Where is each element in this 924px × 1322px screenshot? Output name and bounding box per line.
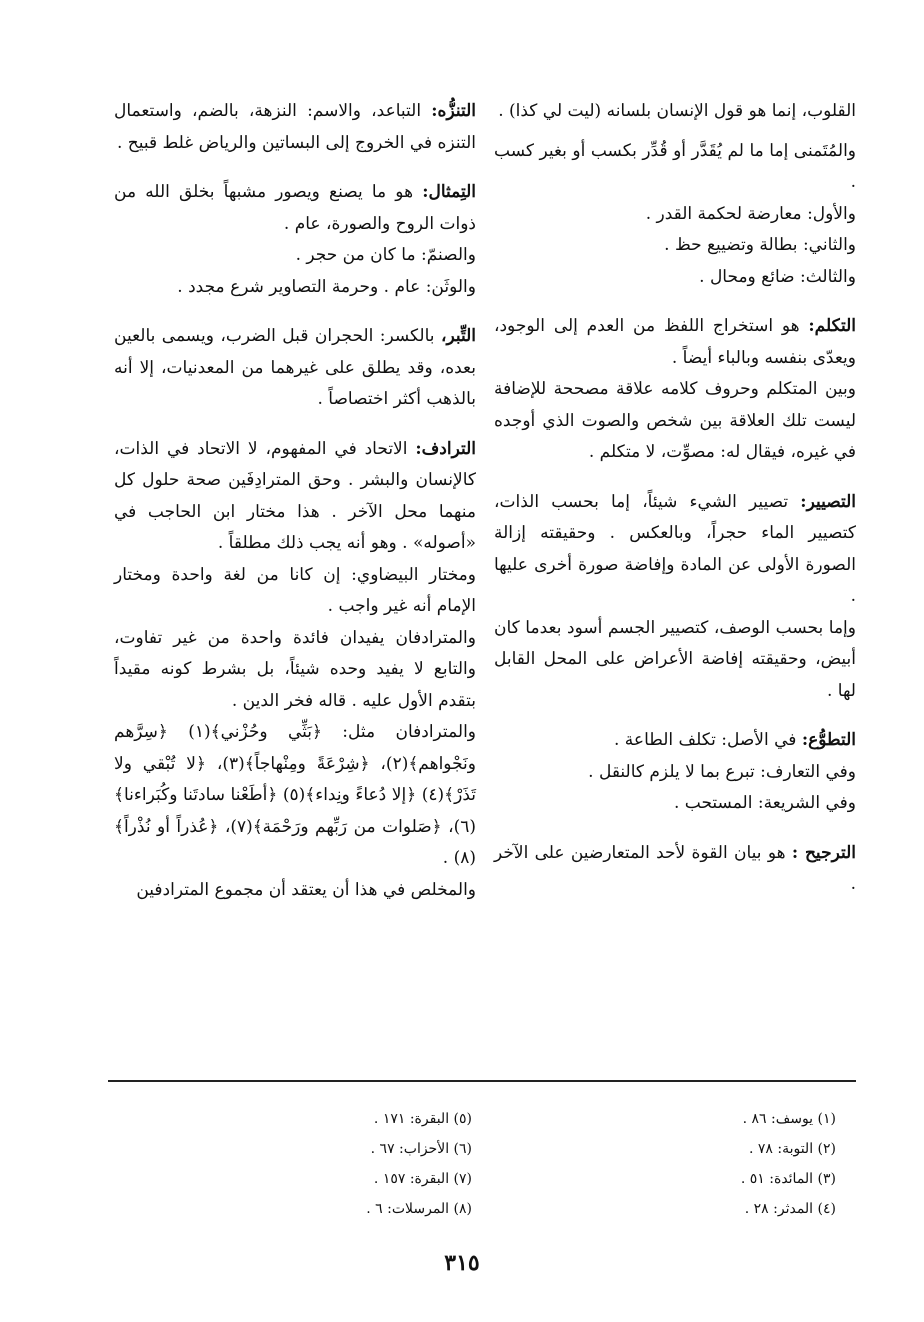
right-column [494, 96, 856, 909]
entry-line: والوثَن: عام . وحرمة التصاوير شرع مجدد . [177, 276, 476, 297]
entry-timthal [114, 177, 476, 303]
footnote: (٦) الأحزاب: ٦٧ . [370, 1141, 472, 1157]
entry-line: والمُتَمنى إما ما لم يُقَدَّر أو قُدِّر بكسب أو بغير كسب . [494, 140, 856, 192]
footnote: (٣) المائدة: ٥١ . [740, 1171, 836, 1187]
footnote: (١) يوسف: ٨٦ . [742, 1111, 836, 1127]
entry-line: ومختار البيضاوي: إن كانا من لغة واحدة ومختار الإمام أنه غير واجب . [114, 564, 476, 616]
entry-term: التصيير: [800, 491, 856, 512]
entry-text: تصيير الشيء شيئاً، إما بحسب الذات، كتصيير الماء حجراً، وبالعكس . وحقيقته إزالة الصورة الأولى عن المادة وإفاضة صورة أخرى عليها . [494, 491, 856, 606]
entry-term: التِّبر، [440, 326, 477, 346]
entry-tibr [114, 321, 476, 416]
entry-line [114, 177, 476, 240]
left-column [114, 96, 476, 914]
entry-line [494, 838, 856, 901]
entry-text: هو بيان القوة لأحد المتعارضين على الآخر . [494, 842, 856, 894]
footnote: (٧) البقرة: ١٥٧ . [373, 1171, 472, 1187]
entry-line: وفي التعارف: تبرع بما لا يلزم كالنقل . [588, 761, 856, 782]
footnotes-left [172, 1104, 472, 1224]
entry-line: والثاني: بطالة وتضييع حظ . [664, 235, 856, 255]
footnote: (٥) البقرة: ١٧١ . [373, 1111, 472, 1127]
footnote-divider [108, 1080, 856, 1082]
entry-mutamanna [494, 136, 856, 294]
entry-text: في الأصل: تكلف الطاعة . [614, 730, 797, 750]
entry-line [114, 321, 476, 416]
entry-text: التباعد، والاسم: النزهة، بالضم، واستعمال التنزه في الخروج إلى البساتين والرياض غلط قبيح . [114, 101, 476, 153]
footnote: (٢) التوبة: ٧٨ . [748, 1141, 836, 1157]
entry-line: وإما بحسب الوصف، كتصيير الجسم أسود بعدما كان أبيض، وحقيقته إفاضة الأعراض على المحل القابل لها . [494, 617, 856, 701]
entry-term: الترادف: [415, 438, 476, 459]
entry-term: التِمثال: [422, 182, 476, 202]
entry-continuation [494, 96, 856, 128]
entry-text: هو ما يصنع ويصور مشبهاً بخلق الله من ذوات الروح والصورة، عام . [114, 182, 476, 234]
entry-line: والمخلص في هذا أن يعتقد أن مجموع المترادفين [136, 879, 476, 900]
entry-line: والأول: معارضة لحكمة القدر . [645, 203, 856, 224]
entry-line [494, 311, 856, 374]
entry-line [114, 434, 476, 560]
entry-line [494, 725, 856, 757]
entry-line: والثالث: ضائع ومحال . [699, 266, 856, 287]
footnote: (٤) المدثر: ٢٨ . [744, 1201, 836, 1217]
entry-takallum [494, 311, 856, 469]
entry-term: التطوُّع: [801, 730, 856, 750]
entry-line: والمترادفان مثل: ﴿بَثِّي وحُزْني﴾(١) ﴿سِرَّهم ونَجْواهم﴾(٢)، ﴿شِرْعَةً ومِنْهاجاً﴾(٣)، ﴿لا تُبْقي ولا تَذَرْ﴾(٤) ﴿إلا دُعاءً ونِداء﴾(٥) ﴿أطَعْنا سادتَنا وكُبَراءنا﴾(٦)، ﴿صَلوات من رَبِّهم ورَحْمَة﴾(٧)، ﴿عُذراً أو نُذْراً﴾(٨) . [114, 722, 477, 868]
entry-tatawwu [494, 725, 856, 820]
entry-line: القلوب، إنما هو قول الإنسان بلسانه (ليت لي كذا) . [498, 101, 856, 121]
entry-line: وفي الشريعة: المستحب . [673, 793, 856, 813]
page-number: ٣١٥ [444, 1250, 480, 1276]
entry-line: والصنمّ: ما كان من حجر . [295, 245, 476, 265]
entry-tarjih [494, 838, 856, 901]
entry-term: الترجيح : [791, 842, 856, 863]
entry-text: بالكسر: الحجران قبل الضرب، ويسمى بالعين بعده، وقد يطلق على غيرهما من المعدنيات، إلا أنه بالذهب أكثر اختصاصاً . [114, 326, 476, 409]
entry-taraduf [114, 434, 476, 907]
entry-line [494, 487, 856, 613]
entry-tanazzuh [114, 96, 476, 159]
entry-text: هو استخراج اللفظ من العدم إلى الوجود، ويعدّى بنفسه وبالباء أيضاً . [494, 316, 856, 368]
entry-line: وبين المتكلم وحروف كلامه علاقة مصححة للإضافة ليست تلك العلاقة بين شخص والصوت الذي أوجده في غيره، فيقال له: مصوِّت، لا متكلم . [494, 379, 856, 462]
footnote: (٨) المرسلات: ٦ . [366, 1201, 472, 1217]
entry-text: الاتحاد في المفهوم، لا الاتحاد في الذات، كالإنسان والبشر . وحق المترادِفَين صحة حلول كل منهما محل الآخر . هذا مختار ابن الحاجب في «أصوله» . وهو أنه يجب ذلك مطلقاً . [114, 438, 476, 553]
entry-term: التنزُّه: [431, 101, 477, 121]
footnotes-right [536, 1104, 836, 1224]
entry-line: والمترادفان يفيدان فائدة واحدة من غير تفاوت، والتابع لا يفيد وحده شيئاً، بل بشرط كونه مقيداً بتقدم الأول عليه . قاله فخر الدين . [114, 627, 476, 711]
entry-line [114, 96, 476, 159]
entry-tasyir [494, 487, 856, 708]
entry-term: التكلم: [808, 316, 857, 336]
